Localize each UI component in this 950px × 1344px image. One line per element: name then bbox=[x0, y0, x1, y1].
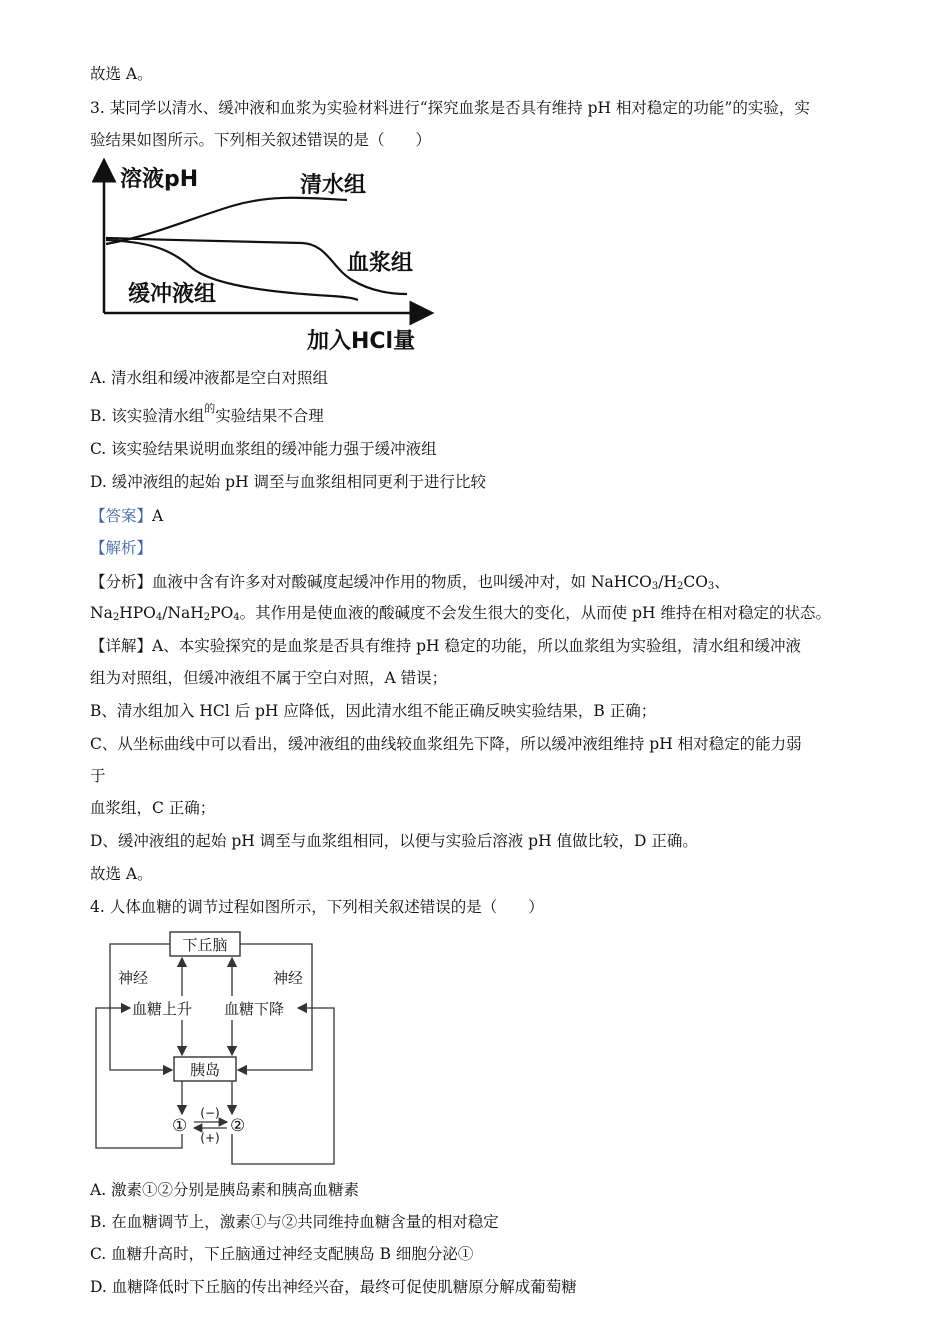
fenxi2-sub3: 2 bbox=[203, 612, 211, 623]
q4-option-b: B. 在血糖调节上，激素①与②共同维持血糖含量的相对稳定 bbox=[90, 1213, 499, 1231]
nerve-left-label: 神经 bbox=[118, 969, 149, 987]
q3-option-a: A. 清水组和缓冲液都是空白对照组 bbox=[90, 369, 329, 387]
fenxi2-po: PO bbox=[210, 604, 234, 622]
fenxi2-hpo: HPO bbox=[119, 604, 156, 622]
fenxi2-sub2: 4 bbox=[155, 612, 163, 623]
answer-tag: 【答案】 bbox=[90, 507, 153, 525]
glucose-up-label: 血糖上升 bbox=[132, 1000, 193, 1018]
water-group-label: 清水组 bbox=[300, 173, 367, 198]
q3-stem-line2: 验结果如图所示。下列相关叙述错误的是（ ） bbox=[90, 131, 432, 149]
h2-feedback-loop bbox=[232, 1008, 334, 1164]
inhibit-label: (−) bbox=[200, 1106, 220, 1120]
fenxi-sub3: 3 bbox=[707, 581, 715, 592]
q3-stem-line1: 3. 某同学以清水、缓冲液和血浆为实验材料进行“探究血浆是否具有维持 pH 相对稳定的功能”的实验，实 bbox=[90, 99, 810, 117]
q3-answer bbox=[90, 506, 163, 526]
buffer-group-label: 缓冲液组 bbox=[128, 282, 217, 307]
xiangjie-a1-text: A、本实验探究的是血浆是否具有维持 pH 稳定的功能，所以血浆组为实验组，清水组和缓冲液 bbox=[152, 637, 802, 655]
analysis-tag: 【解析】 bbox=[90, 539, 153, 557]
plasma-group-label: 血浆组 bbox=[347, 251, 414, 276]
promote-label: (+) bbox=[200, 1131, 220, 1145]
q3-option-b bbox=[90, 402, 324, 428]
q3-xiangjie-d: D、缓冲液组的起始 pH 调至与血浆组相同，以便与实验后溶液 pH 值做比较，D 正确。 bbox=[90, 832, 698, 850]
q3-xiangjie-c2: 于 bbox=[90, 767, 106, 785]
hormone2-label: ② bbox=[230, 1116, 246, 1136]
x-axis-label: 加入HCl量 bbox=[307, 329, 416, 354]
fenxi-text3: CO bbox=[683, 573, 708, 591]
q3-fenxi-line2 bbox=[90, 603, 831, 623]
fenxi2-nah: /NaH bbox=[162, 604, 204, 622]
q3-xiangjie-a1 bbox=[90, 636, 801, 656]
q3-xiangjie-b: B、清水组加入 HCl 后 pH 应降低，因此清水组不能正确反映实验结果，B 正确； bbox=[90, 702, 657, 720]
fenxi-sub2: 2 bbox=[676, 581, 684, 592]
answer-value: A bbox=[152, 507, 164, 525]
water-group-curve bbox=[106, 198, 347, 244]
nerve-right-label: 神经 bbox=[273, 969, 304, 987]
q3-xiangjie-c3: 血浆组，C 正确； bbox=[90, 799, 216, 817]
xiangjie-tag: 【详解】 bbox=[90, 637, 153, 655]
fenxi-tag: 【分析】 bbox=[90, 573, 153, 591]
fenxi2-rest: 。其作用是使血液的酸碱度不会发生很大的变化，从而使 pH 维持在相对稳定的状态。 bbox=[239, 604, 831, 622]
q4-option-a: A. 激素①②分别是胰岛素和胰高血糖素 bbox=[90, 1181, 360, 1199]
q4-stem: 4. 人体血糖的调节过程如图所示，下列相关叙述错误的是（ ） bbox=[90, 898, 544, 916]
q4-option-d: D. 血糖降低时下丘脑的传出神经兴奋，最终可促使肌糖原分解成葡萄糖 bbox=[90, 1278, 577, 1296]
q3-xiangjie-c1: C、从坐标曲线中可以看出，缓冲液组的曲线较血浆组先下降，所以缓冲液组维持 pH 相对稳定的能力弱 bbox=[90, 735, 802, 753]
h1-feedback-loop bbox=[96, 1008, 182, 1148]
fenxi2-sub4: 4 bbox=[233, 612, 240, 623]
hormone1-label: ① bbox=[172, 1116, 188, 1136]
fenxi-text2: /H bbox=[658, 573, 677, 591]
hypothalamus-label: 下丘脑 bbox=[182, 936, 228, 954]
fenxi-text1: 血液中含有许多对对酸碱度起缓冲作用的物质，也叫缓冲对，如 NaHCO bbox=[152, 573, 652, 591]
q3-option-c: C. 该实验结果说明血浆组的缓冲能力强于缓冲液组 bbox=[90, 440, 437, 458]
fenxi-sub1: 3 bbox=[651, 581, 659, 592]
y-axis-label: 溶液pH bbox=[120, 167, 199, 192]
q4-option-c: C. 血糖升高时，下丘脑通过神经支配胰岛 B 细胞分泌① bbox=[90, 1245, 474, 1263]
fenxi-text4: 、 bbox=[714, 573, 730, 591]
blood-glucose-regulation-diagram bbox=[90, 928, 350, 1168]
q2-conclusion: 故选 A。 bbox=[90, 65, 153, 83]
q3-option-b-small: 的 bbox=[204, 402, 216, 415]
islet-label: 胰岛 bbox=[189, 1061, 221, 1079]
q3-fenxi-line1 bbox=[90, 572, 730, 592]
q3-option-d: D. 缓冲液组的起始 pH 调至与血浆组相同更利于进行比较 bbox=[90, 473, 487, 491]
fenxi2-na: Na bbox=[90, 604, 113, 622]
q3-xiangjie-a2: 组为对照组，但缓冲液组不属于空白对照，A 错误； bbox=[90, 669, 448, 687]
q3-option-b-part1: B. 该实验清水组 bbox=[90, 407, 205, 425]
fenxi2-sub1: 2 bbox=[112, 612, 120, 623]
q3-conclusion: 故选 A。 bbox=[90, 865, 153, 883]
q3-option-b-part2: 实验结果不合理 bbox=[215, 407, 324, 425]
ph-curve-figure bbox=[92, 158, 437, 358]
glucose-down-label: 血糖下降 bbox=[224, 1000, 285, 1018]
